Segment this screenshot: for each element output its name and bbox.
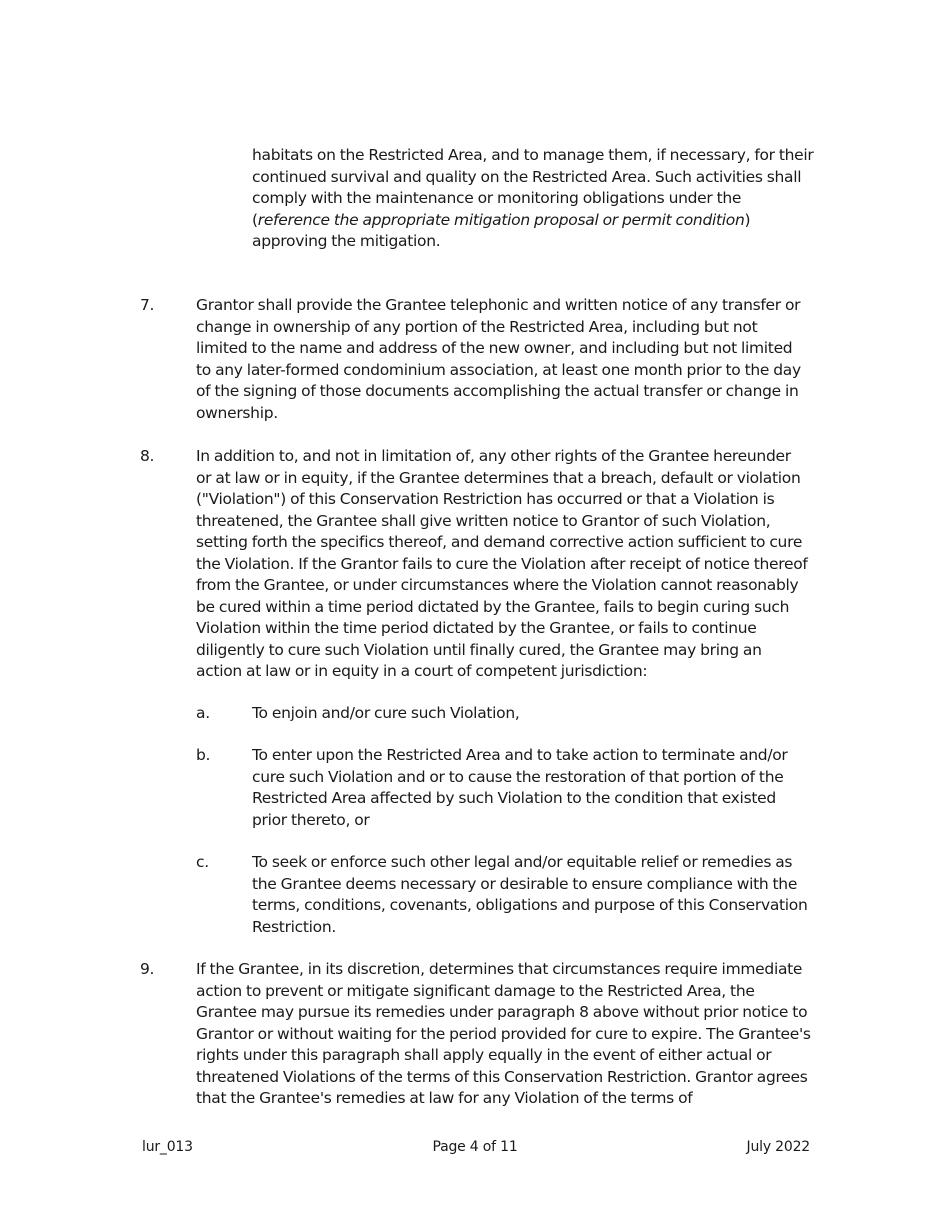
footer-date: July 2022 [746,1139,810,1155]
subparagraph-letter: b. [196,746,211,764]
paragraph-number: 9. [140,960,155,978]
subparagraph-text: To enter upon the Restricted Area and to take action to terminate and/or cure such Violation and or to cause the restoration of that portion of the Restricted Area affected by such Violation to the condition that existed prior thereto, or [252,746,788,829]
paragraph-text: Grantor shall provide the Grantee telephonic and written notice of any transfer or change in ownership of any portion of the Restricted Area, including but not limited to the name and address of the new owner, and including but not limited to any later-formed condominium association, at least one month prior to the day of the signing of those documents accomplishing the actual transfer or change in ownership. [196,296,801,422]
paragraph-number: 7. [140,296,155,314]
continuation-text-before: habitats on the Restricted Area, and to manage them, if necessary, for their continued survival and quality on the Restricted Area. Such activities shall comply with the maintenance or monitoring obligations under the ( [252,146,814,229]
subparagraph-text: To enjoin and/or cure such Violation, [252,704,520,722]
continuation-paragraph [252,145,814,253]
continuation-text-after: ) approving the mitigation. [252,210,751,250]
paragraph-text: In addition to, and not in limitation of, any other rights of the Grantee hereunder or at law or in equity, if the Grantee determines that a breach, default or violation ("Violation") of this Conservation Restriction has occurred or that a Violation is threatened, the Grantee shall give written notice to Grantor of such Violation, setting forth the specifics thereof, and demand corrective action sufficient to cure the Violation. If the Grantor fails to cure the Violation after receipt of notice thereof from the Grantee, or under circumstances where the Violation cannot reasonably be cured within a time period dictated by the Grantee, fails to begin curing such Violation within the time period dictated by the Grantee, or fails to continue diligently to cure such Violation until finally cured, the Grantee may bring an action at law or in equity in a court of competent jurisdiction: [196,447,808,680]
subparagraph-letter: a. [196,704,210,722]
subparagraph-text: To seek or enforce such other legal and/or equitable relief or remedies as the Grantee deems necessary or desirable to ensure compliance with the terms, conditions, covenants, obligations and purpose of this Conservation Restriction. [252,853,808,936]
subparagraph-letter: c. [196,853,209,871]
footer-doc-id: lur_013 [142,1139,193,1155]
paragraph-number: 8. [140,447,155,465]
footer-page-number: Page 4 of 11 [432,1139,518,1155]
continuation-text-italic: reference the appropriate mitigation proposal or permit condition [257,210,745,229]
paragraph-text: If the Grantee, in its discretion, determines that circumstances require immediate action to prevent or mitigate significant damage to the Restricted Area, the Grantee may pursue its remedies under paragraph 8 above without prior notice to Grantor or without waiting for the period provided for cure to expire. The Grantee's rights under this paragraph shall apply equally in the event of either actual or threatened Violations of the terms of this Conservation Restriction. Grantor agrees that the Grantee's remedies at law for any Violation of the terms of [196,960,811,1107]
